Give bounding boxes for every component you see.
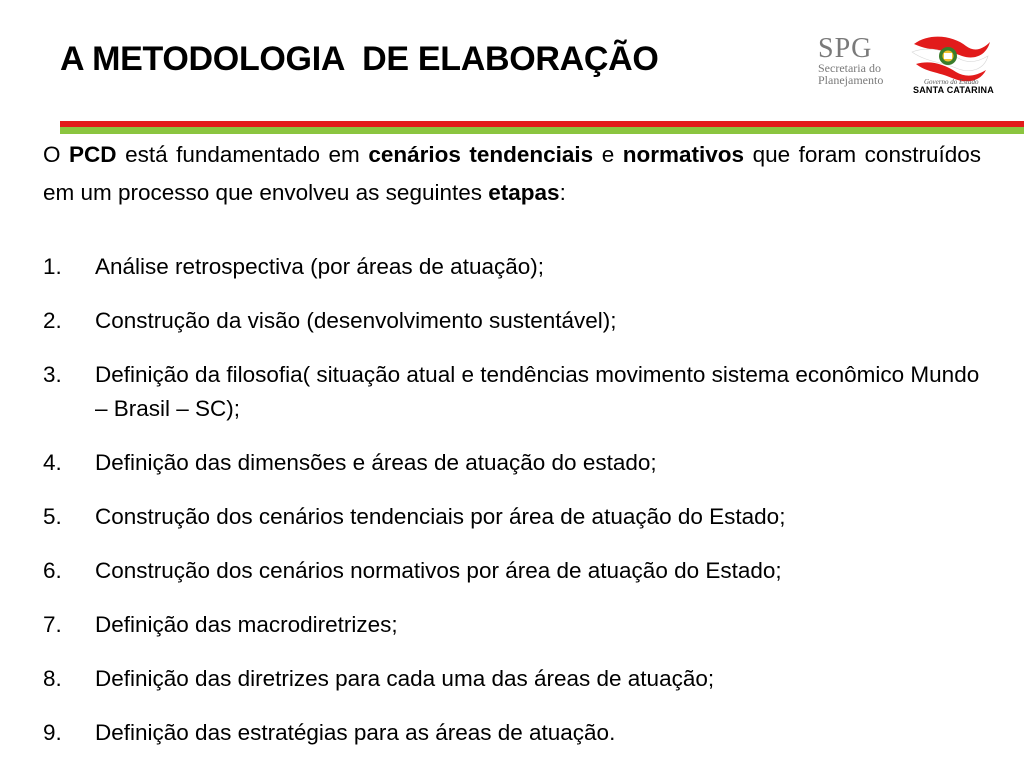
- list-item-number: 8.: [43, 666, 62, 691]
- spg-acronym: SPG: [818, 33, 873, 64]
- gov-label: Governo do Estado: [924, 78, 979, 86]
- state-name: SANTA CATARINA: [913, 85, 994, 95]
- list-item-number: 5.: [43, 504, 62, 529]
- intro-bold-cenarios: cenários tendenciais: [368, 142, 594, 167]
- list-item: [43, 716, 993, 750]
- list-item-text: Definição da filosofia( situação atual e tendências movimento sistema econômico Mundo – Brasil – SC);: [95, 362, 980, 421]
- list-item: [43, 446, 993, 480]
- list-item-text: Construção dos cenários normativos por área de atuação do Estado;: [95, 558, 782, 583]
- list-item: [43, 250, 993, 284]
- list-item-text: Construção da visão (desenvolvimento sustentável);: [95, 308, 617, 333]
- spg-line1: Secretaria do: [818, 61, 881, 75]
- spg-line2: Planejamento: [818, 73, 884, 87]
- list-item-text: Definição das macrodiretrizes;: [95, 612, 398, 637]
- header-stripe-green: [60, 127, 1024, 134]
- list-item-number: 4.: [43, 450, 62, 475]
- intro-text: está fundamentado em: [116, 142, 369, 167]
- intro-text: :: [559, 180, 566, 205]
- list-item-number: 2.: [43, 308, 62, 333]
- intro-paragraph: [43, 136, 981, 212]
- list-item-text: Definição das diretrizes para cada uma das áreas de atuação;: [95, 666, 715, 691]
- intro-text: e: [593, 142, 623, 167]
- list-item: [43, 304, 993, 338]
- list-item: [43, 358, 993, 426]
- steps-list: [43, 250, 993, 770]
- intro-bold-normativos: normativos: [622, 142, 745, 167]
- intro-text: O: [43, 142, 70, 167]
- intro-bold-etapas: etapas: [488, 180, 560, 205]
- list-item-number: 6.: [43, 558, 62, 583]
- spg-wordmark: [818, 33, 884, 87]
- list-item-text: Definição das dimensões e áreas de atuação do estado;: [95, 450, 657, 475]
- list-item: [43, 662, 993, 696]
- list-item: [43, 500, 993, 534]
- list-item-text: Construção dos cenários tendenciais por área de atuação do Estado;: [95, 504, 786, 529]
- slide-title: A METODOLOGIA DE ELABORAÇÃO: [60, 40, 659, 78]
- list-item-number: 9.: [43, 720, 62, 745]
- list-item-number: 1.: [43, 254, 62, 279]
- list-item: [43, 554, 993, 588]
- santa-catarina-flag-icon: [908, 30, 992, 84]
- list-item-text: Definição das estratégias para as áreas de atuação.: [95, 720, 616, 745]
- list-item: [43, 608, 993, 642]
- intro-text: que foram construídos em um processo que envolveu as seguintes: [43, 142, 981, 205]
- list-item-text: Análise retrospectiva (por áreas de atuação);: [95, 254, 544, 279]
- list-item-number: 7.: [43, 612, 62, 637]
- spg-logo: [812, 28, 1012, 98]
- intro-bold-pcd: PCD: [69, 142, 117, 167]
- list-item-number: 3.: [43, 362, 62, 387]
